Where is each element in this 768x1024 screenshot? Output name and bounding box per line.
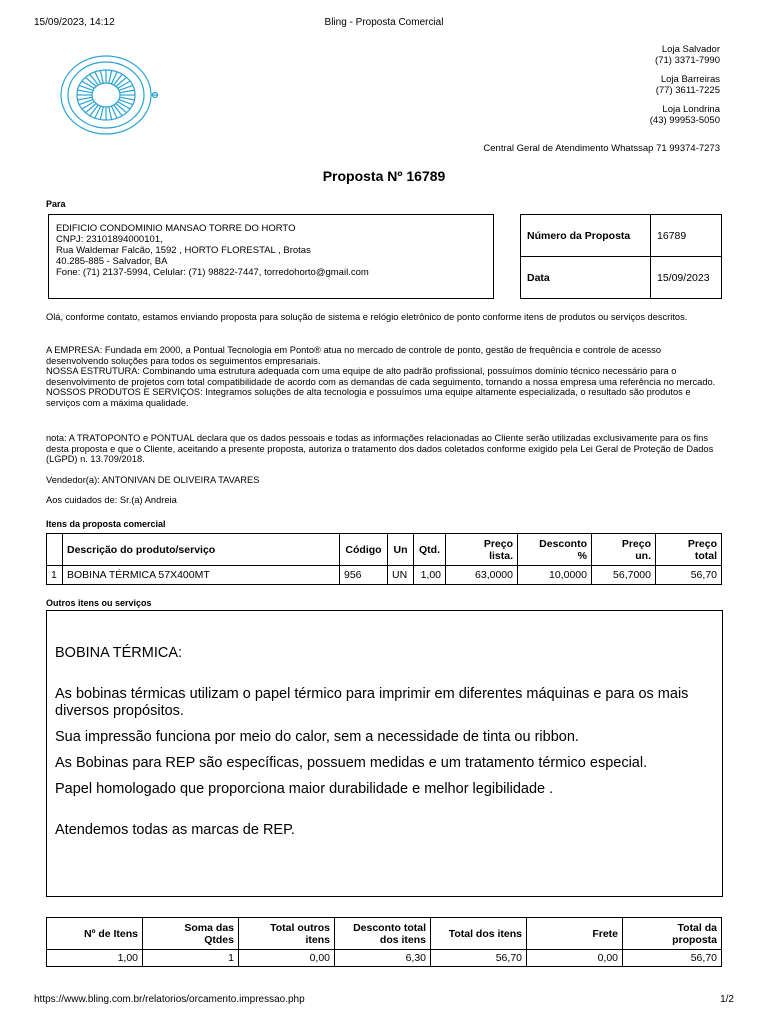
items-total-header: Total dos itens <box>431 918 527 950</box>
list-price-header <box>446 534 518 566</box>
central-contact: Central Geral de Atendimento Whatssap 71 99374-7273 <box>483 143 720 154</box>
other-section-label: Outros itens ou serviços <box>46 598 152 608</box>
client-name: EDIFICIO CONDOMINIO MANSAO TORRE DO HORTO <box>56 223 296 234</box>
count-header: Nº de Itens <box>47 918 143 950</box>
logo-spoke <box>85 77 96 86</box>
logo-spoke <box>116 77 127 86</box>
header-line: Total da <box>677 921 717 934</box>
table-row <box>47 950 722 967</box>
store-salvador <box>650 44 720 66</box>
header-line: Desconto total <box>353 921 426 934</box>
store-name: Loja Salvador <box>661 44 720 55</box>
proposal-number-label: Número da Proposta <box>521 215 651 257</box>
other-total-value: 0,00 <box>239 950 335 967</box>
header-line: Preço <box>483 537 513 550</box>
header-line: un. <box>635 549 651 562</box>
spacer <box>55 671 714 686</box>
freight-value: 0,00 <box>527 950 623 967</box>
about-structure: NOSSA ESTRUTURA: Combinando uma estrutura adequada com uma equipe de alto padrão profissional, possuímos domínio técnico necessário para o desenvolvimento de projetos com total compatibilidade de acordo com as demandas de cada seguimento, tornando a nossa empresa uma referência no mercado. <box>46 366 716 387</box>
unit-price-header <box>592 534 656 566</box>
unit-header: Un <box>388 534 414 566</box>
proposal-info-table <box>520 214 722 299</box>
discount-total-header <box>335 918 431 950</box>
other-paragraph: As Bobinas para REP são específicas, possuem medidas e um tratamento térmico especial. <box>55 755 648 771</box>
logo-spoke <box>78 97 93 100</box>
item-unit-price: 56,7000 <box>592 566 656 585</box>
store-list <box>650 44 720 134</box>
proposal-date: 15/09/2023 <box>651 257 722 299</box>
header-line: Preço <box>621 537 651 550</box>
header-line: dos itens <box>379 933 426 946</box>
spacer <box>55 807 714 822</box>
logo-spoke <box>116 103 127 112</box>
items-table <box>46 533 722 585</box>
seller: Vendedor(a): ANTONIVAN DE OLIVEIRA TAVARES <box>46 475 260 485</box>
about-text <box>46 345 722 408</box>
header-line: proposta <box>672 933 717 946</box>
print-datetime: 15/09/2023, 14:12 <box>34 17 115 28</box>
item-desc: BOBINA TÉRMICA 57X400MT <box>63 566 340 585</box>
item-code: 956 <box>340 566 388 585</box>
company-logo <box>58 53 160 137</box>
header-line: Qtdes <box>204 933 234 946</box>
item-unit: UN <box>388 566 414 585</box>
about-products: NOSSOS PRODUTOS E SERVIÇOS: Integramos soluções de alta tecnologia e possuímos uma equipe altamente especializada, o resultado são produtos e serviços com a máxima qualidade. <box>46 387 691 408</box>
header-line: % <box>577 549 587 562</box>
proposal-date-label: Data <box>521 257 651 299</box>
logo-spoke <box>109 70 112 83</box>
header-line: lista. <box>489 549 513 562</box>
logo-spoke <box>85 103 96 112</box>
footer-page-number: 1/2 <box>720 994 734 1005</box>
logo-spoke <box>120 90 135 93</box>
item-list-price: 63,0000 <box>446 566 518 585</box>
header-line: Preço <box>687 537 717 550</box>
client-cnpj: CNPJ: 23101894000101, <box>56 234 163 245</box>
store-londrina <box>650 104 720 126</box>
table-row <box>521 215 722 257</box>
footer-url: https://www.bling.com.br/relatorios/orcamento.impressao.php <box>34 994 305 1005</box>
totals-table <box>46 917 722 967</box>
intro-text: Olá, conforme contato, estamos enviando proposta para solução de sistema e relógio eletrônico de ponto conforme itens de produtos ou serviços descritos. <box>46 312 688 322</box>
items-section-label: Itens da proposta comercial <box>46 519 166 529</box>
discount-header <box>518 534 592 566</box>
code-header: Código <box>340 534 388 566</box>
qty-sum-value: 1 <box>143 950 239 967</box>
client-city: 40.285-885 - Salvador, BA <box>56 256 168 267</box>
table-header-row <box>47 918 722 950</box>
logo-spoke <box>109 107 112 120</box>
client-label: Para <box>46 199 66 209</box>
proposal-total-header <box>623 918 722 950</box>
table-row <box>521 257 722 299</box>
attention: Aos cuidados de: Sr.(a) Andreia <box>46 495 177 505</box>
items-total-value: 56,70 <box>431 950 527 967</box>
lgpd-note: nota: A TRATOPONTO e PONTUAL declara que os dados pessoais e todas as informações relacionadas ao Cliente serão utilizadas exclusivamente para os fins desta proposta e que o Cliente, aceitando a presente proposta, autoriza o tratamento dos dados coletados conforme exigido pela Lei Geral de Proteção de Dados (LGPD) n. 13.709/2018. <box>46 433 714 464</box>
store-name: Loja Barreiras <box>660 74 720 85</box>
store-name: Loja Londrina <box>662 104 720 115</box>
count-value: 1,00 <box>47 950 143 967</box>
other-paragraph: Sua impressão funciona por meio do calor, sem a necessidade de tinta ou ribbon. <box>55 729 579 745</box>
item-index: 1 <box>47 566 63 585</box>
proposal-total-value: 56,70 <box>623 950 722 967</box>
store-phone: (43) 99953-5050 <box>649 115 720 126</box>
discount-total-value: 6,30 <box>335 950 431 967</box>
table-header-row <box>47 534 722 566</box>
header-line: Soma das <box>184 921 234 934</box>
freight-header: Frete <box>527 918 623 950</box>
proposal-title: Proposta Nº 16789 <box>322 168 446 184</box>
desc-header: Descrição do produto/serviço <box>63 534 340 566</box>
store-phone: (71) 3371-7990 <box>655 55 720 66</box>
item-qty: 1,00 <box>414 566 446 585</box>
other-total-header <box>239 918 335 950</box>
logo-spoke <box>120 97 135 100</box>
header-line: total <box>694 549 717 562</box>
index-header <box>47 534 63 566</box>
about-company: A EMPRESA: Fundada em 2000, a Pontual Tecnologia em Ponto® atua no mercado de controle de ponto, gestão de frequência e controle de acesso desenvolvendo soluções para todos os seguimentos empresariais. <box>46 345 661 366</box>
client-address: Rua Waldemar Falcão, 1592 , HORTO FLORESTAL , Brotas <box>56 245 311 256</box>
other-items-box <box>46 610 723 897</box>
header-line: Total outros <box>270 921 330 934</box>
item-total: 56,70 <box>656 566 722 585</box>
proposal-number: 16789 <box>651 215 722 257</box>
item-discount: 10,0000 <box>518 566 592 585</box>
other-paragraph: Papel homologado que proporciona maior durabilidade e melhor legibilidade . <box>55 781 554 797</box>
logo-spoke <box>78 90 93 93</box>
header-line: itens <box>305 933 330 946</box>
other-paragraph: As bobinas térmicas utilizam o papel térmico para imprimir em diferentes máquinas e para os mais diversos propósitos. <box>55 686 689 719</box>
other-closing: Atendemos todas as marcas de REP. <box>55 822 295 838</box>
client-box <box>48 214 494 299</box>
print-page-title: Bling - Proposta Comercial <box>324 17 444 28</box>
other-heading: BOBINA TÉRMICA: <box>55 645 183 661</box>
qty-header: Qtd. <box>414 534 446 566</box>
client-contact: Fone: (71) 2137-5994, Celular: (71) 98822-7447, torredohorto@gmail.com <box>56 267 369 278</box>
store-barreiras <box>650 74 720 96</box>
store-phone: (77) 3611-7225 <box>655 85 720 96</box>
qty-sum-header <box>143 918 239 950</box>
table-row <box>47 566 722 585</box>
logo-spoke <box>100 107 103 120</box>
logo-spoke <box>100 70 103 83</box>
total-header <box>656 534 722 566</box>
header-line: Desconto <box>539 537 587 550</box>
